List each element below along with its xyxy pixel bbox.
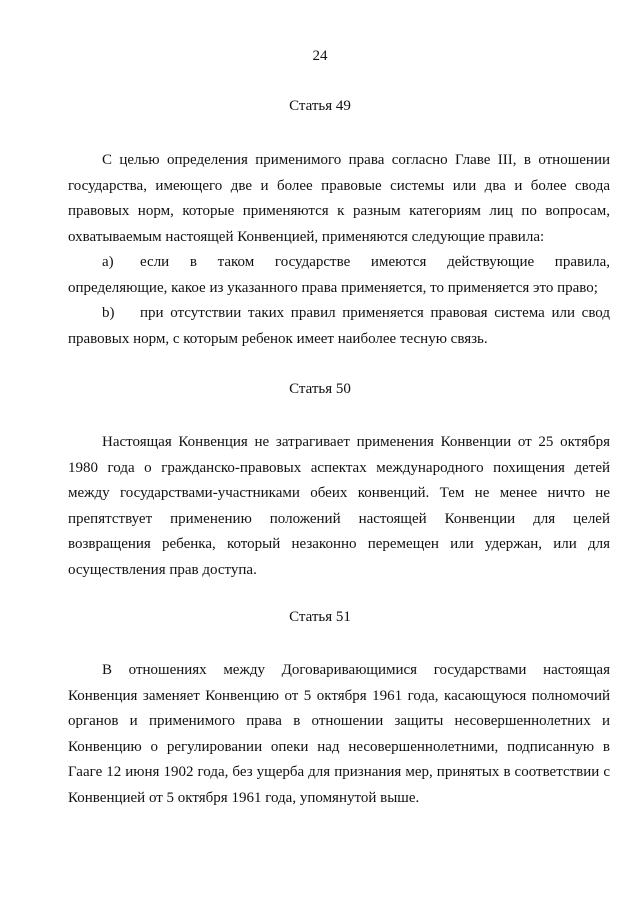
page-number: 24	[312, 48, 328, 64]
article-49-item-a	[68, 250, 610, 301]
article-49-intro: С целью определения применимого права согласно Главе III, в отношении государства, имеющего две и более правовые системы или два и более свода правовых норм, которые применяются к разным категориям лиц по вопросам, охватываемым настоящей Конвенцией, применяются следующие правила:	[68, 152, 610, 245]
list-marker: a)	[102, 254, 114, 270]
article-49-item-b	[68, 301, 610, 352]
list-item-text: если в таком государстве имеются действующие правила, определяющие, какое из указанного права применяется, то применяется это право;	[68, 254, 610, 296]
article-50-text: Настоящая Конвенция не затрагивает применения Конвенции от 25 октября 1980 года о гражданско-правовых аспектах международного похищения детей между государствами-участниками обеих конвенций. Тем не менее ничто не препятствует применению положений настоящей Конвенции для целей возвращения ребенка, который незаконно перемещен или удержан, или для осуществления прав доступа.	[68, 434, 610, 578]
list-item-text: при отсутствии таких правил применяется правовая система или свод правовых норм, с которым ребенок имеет наиболее тесную связь.	[68, 305, 610, 347]
article-51-heading: Статья 51	[289, 609, 351, 625]
article-49-heading: Статья 49	[289, 98, 351, 114]
list-marker: b)	[102, 305, 115, 321]
article-51-text: В отношениях между Договаривающимися государствами настоящая Конвенция заменяет Конвенцию от 5 октября 1961 года, касающуюся полномочий органов и применимого права в отношении защиты несовершеннолетних и Конвенцию о регулировании опеки над несовершеннолетними, подписанную в Гааге 12 июня 1902 года, без ущерба для признания мер, принятых в соответствии с Конвенцией от 5 октября 1961 года, упомянутой выше.	[68, 662, 610, 806]
article-50-heading: Статья 50	[289, 381, 351, 397]
